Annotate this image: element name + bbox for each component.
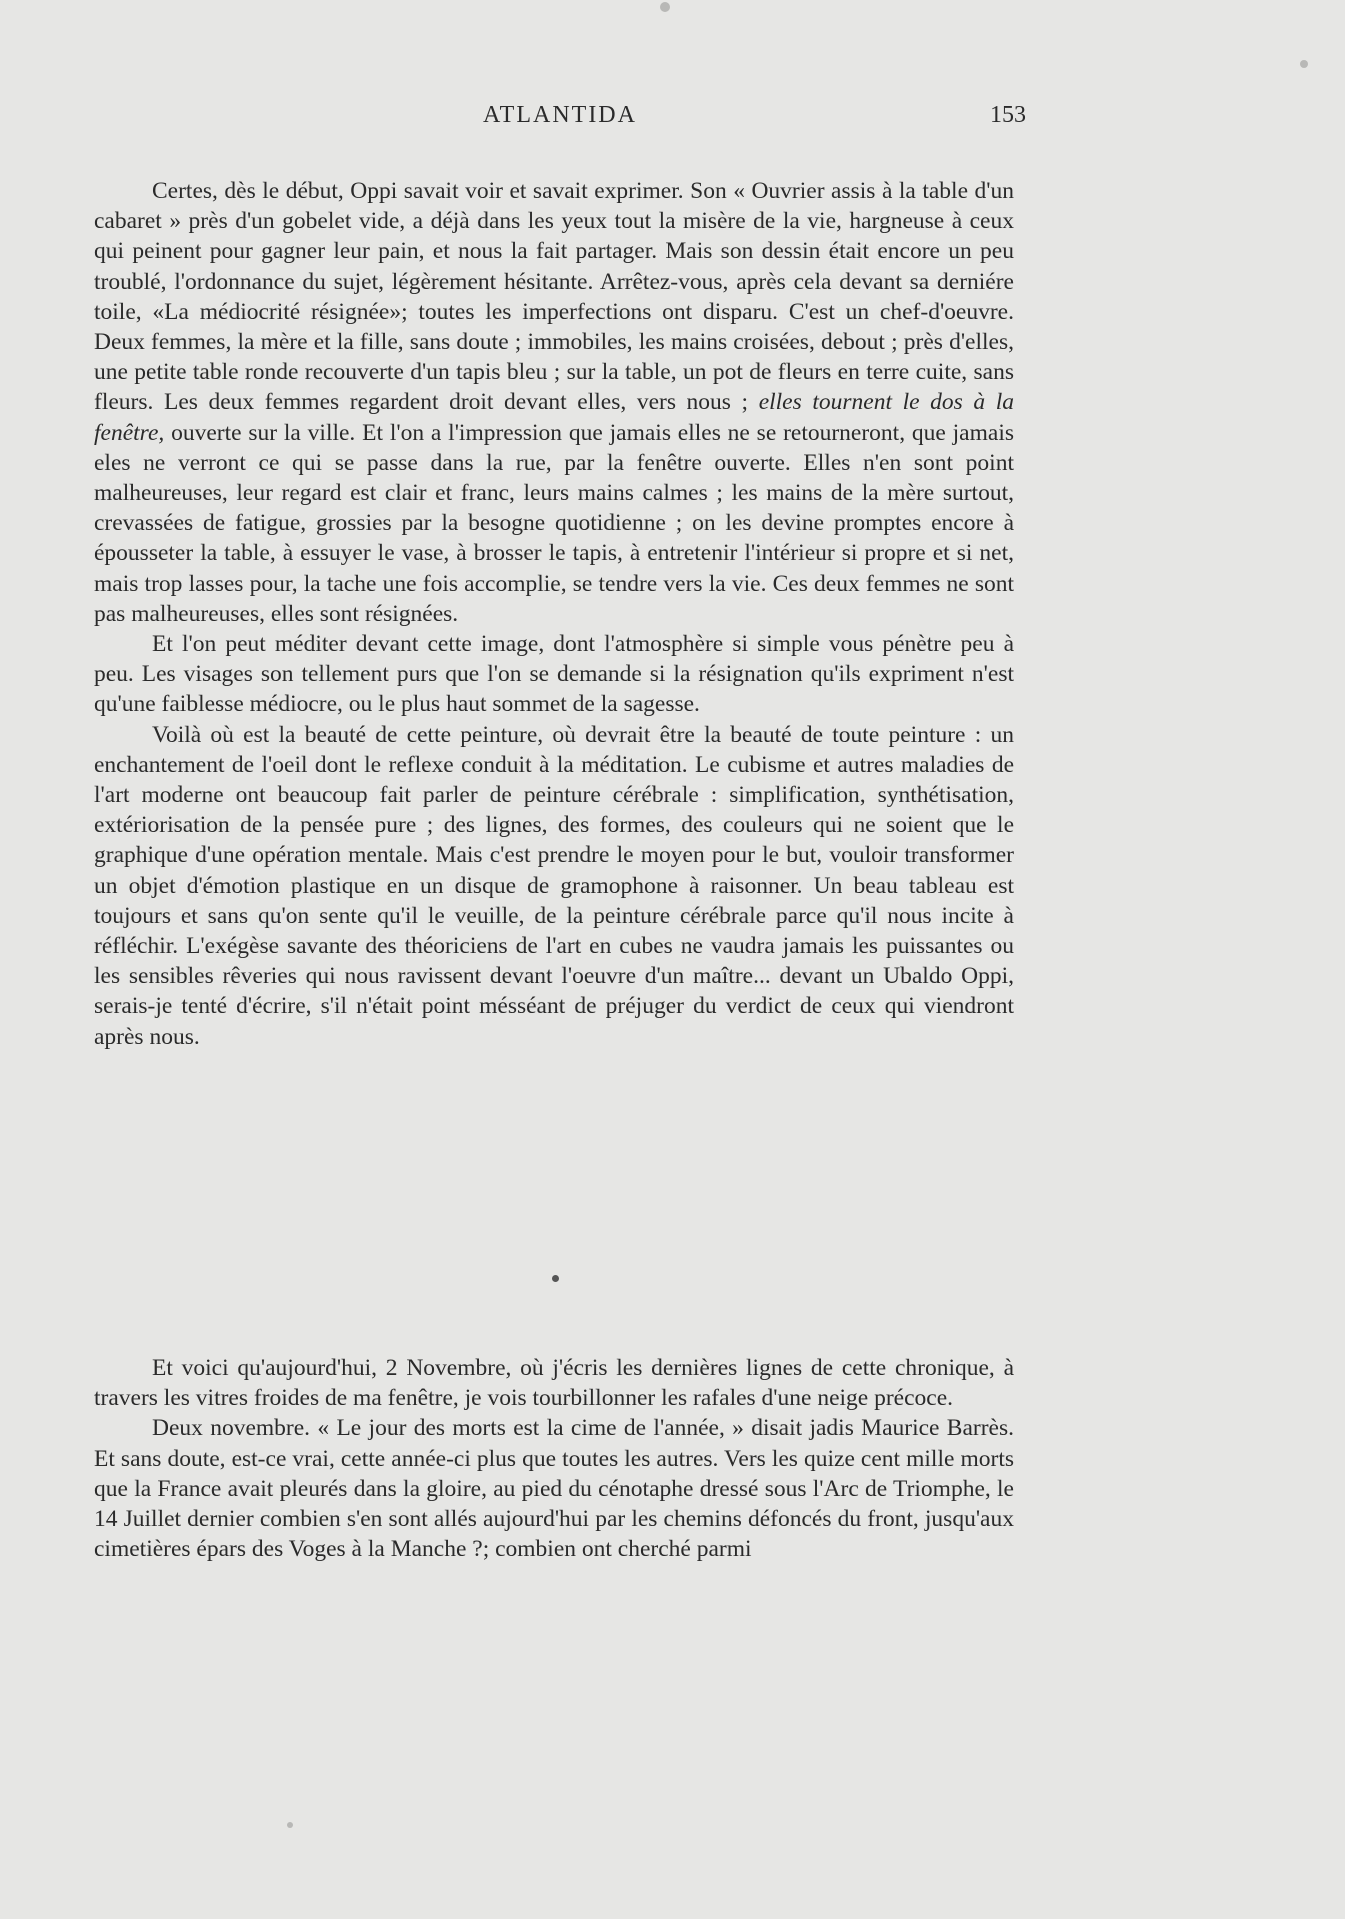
page-number: 153 <box>990 102 1026 128</box>
paper-speck <box>287 1822 293 1828</box>
paragraph-1-part-a: Certes, dès le début, Oppi savait voir et savait exprimer. Son « Ouvrier assis à la table d'un cabaret » près d'un gobelet vide, a déjà dans les yeux tout la misère de la vie, hargneuse à ceux qui peinent pour gagner leur pain, et nous la fait partager. Mais son dessin était encore un peu troublé, l'ordonnance du sujet, légèrement hésitante. Arrêtez-vous, après cela devant sa derniére toile, «La médiocrité résignée»; toutes les imperfections ont disparu. C'est un chef-d'oeuvre. Deux femmes, la mère et la fille, sans doute ; immobiles, les mains croisées, debout ; près d'elles, une petite table ronde recouverte d'un tapis bleu ; sur la table, un pot de fleurs en terre cuite, sans fleurs. Les deux femmes regardent droit devant elles, vers nous ; <box>94 178 1014 416</box>
paragraph-5: Deux novembre. « Le jour des morts est la cime de l'année, » disait jadis Maurice Barrès. Et sans doute, est-ce vrai, cette année-ci plus que toutes les autres. Vers les quize cent mille morts que la France avait pleurés dans la gloire, au pied du cénotaphe dressé sous l'Arc de Triomphe, le 14 Juillet dernier combien s'en sont allés aujourd'hui par les chemins défoncés du front, jusqu'aux cimetières épars des Voges à la Manche ?; combien ont cherché parmi <box>94 1415 1014 1563</box>
running-title: ATLANTIDA <box>483 102 637 128</box>
paper-speck <box>660 2 670 12</box>
paragraph-1-part-b: ouverte sur la ville. Et l'on a l'impression que jamais elles ne se retourneront, que jamais eles ne verront ce qui se passe dans la rue, par la fenêtre ouverte. Elles n'en sont point malheureuses, leur regard est clair et franc, leurs mains calmes ; les mains de la mère surtout, crevassées de fatigue, grossies par la besogne quotidienne ; on les devine promptes encore à épousseter la table, à essuyer le vase, à brosser le tapis, à entretenir l'intérieur si propre et si net, mais trop lasses pour, la tache une fois accomplie, se tendre vers la vie. Ces deux femmes ne sont pas malheureuses, elles sont résignées. <box>94 419 1014 627</box>
paragraph-1-italic: elles tournent le dos à la fenêtre, <box>94 389 1014 446</box>
main-text <box>94 176 1014 1052</box>
paragraph-4: Et voici qu'aujourd'hui, 2 Novembre, où j'écris les dernières lignes de cette chronique, à travers les vitres froides de ma fenêtre, je vois tourbillonner les rafales d'une neige précoce. <box>94 1355 1014 1412</box>
paragraph-2: Et l'on peut méditer devant cette image, dont l'atmosphère si simple vous pénètre peu à peu. Les visages son tellement purs que l'on se demande si la résignation qu'ils expriment n'est qu'une faiblesse médiocre, ou le plus haut sommet de la sagesse. <box>94 631 1014 718</box>
paragraph-3: Voilà où est la beauté de cette peinture, où devrait être la beauté de toute peinture : un enchantement de l'oeil dont le reflexe conduit à la méditation. Le cubisme et autres maladies de l'art moderne ont beaucoup fait parler de peinture cérébrale : simplification, synthétisation, extériorisation de la pensée pure ; des lignes, des formes, des couleurs qui ne soient que le graphique d'une opération mentale. Mais c'est prendre le moyen pour le but, vouloir transformer un objet d'émotion plastique en un disque de gramophone à raisonner. Un beau tableau est toujours et sans qu'on sente qu'il le veuille, de la peinture cérébrale parce qu'il nous incite à réfléchir. L'exégèse savante des théoriciens de l'art en cubes ne vaudra jamais les puissantes ou les sensibles rêveries qui nous ravissent devant l'oeuvre d'un maître... devant un Ubaldo Oppi, serais-je tenté d'écrire, s'il n'était point mésséant de préjuger du verdict de ceux qui viendront après nous. <box>94 721 1014 1050</box>
closing-text <box>94 1353 1014 1564</box>
page-header <box>94 102 1026 138</box>
section-break-dot <box>552 1275 559 1282</box>
paper-speck <box>1300 60 1308 68</box>
paragraph-1 <box>94 176 1014 629</box>
